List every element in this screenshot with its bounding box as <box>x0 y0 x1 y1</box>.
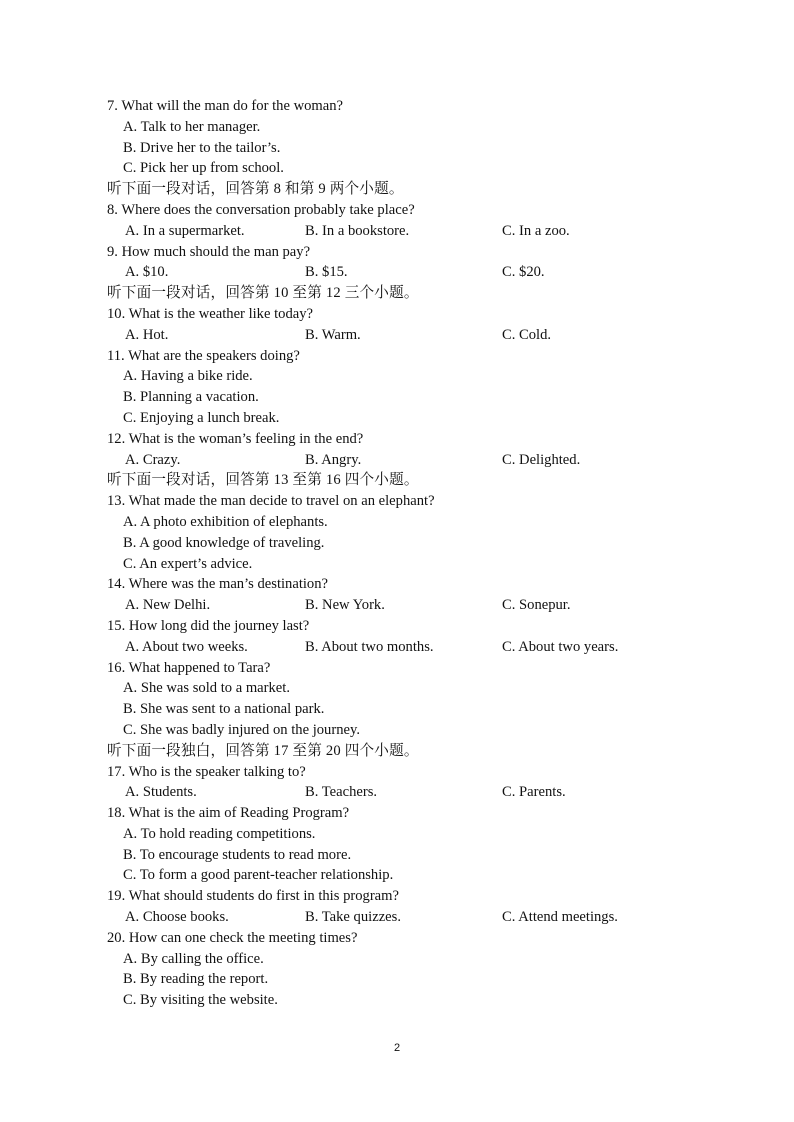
q20-option-a: A. By calling the office. <box>123 950 264 967</box>
q17-options <box>107 782 707 803</box>
q12-option-a: A. Crazy. <box>125 451 181 468</box>
q13-option-b: B. A good knowledge of traveling. <box>123 534 325 551</box>
q16-option-c: C. She was badly injured on the journey. <box>123 721 360 738</box>
q16-option-a: A. She was sold to a market. <box>123 680 290 697</box>
q15-stem: 15. How long did the journey last? <box>107 617 310 634</box>
q19-stem: 19. What should students do first in this program? <box>107 888 399 905</box>
instruction-17-20: 听下面一段独白，回答第 17 至第 20 四个小题。 <box>107 742 419 759</box>
q7-stem: 7. What will the man do for the woman? <box>107 98 344 114</box>
q14-option-a: A. New Delhi. <box>125 597 211 614</box>
q15-options <box>107 637 707 658</box>
q9-option-c: C. $20. <box>502 264 545 281</box>
q12-stem: 12. What is the woman’s feeling in the end? <box>107 430 364 447</box>
instruction-10-12: 听下面一段对话，回答第 10 至第 12 三个小题。 <box>107 285 419 302</box>
q10-option-b: B. Warm. <box>305 326 361 343</box>
q20-option-c: C. By visiting the website. <box>123 992 278 1009</box>
q13-stem: 13. What made the man decide to travel on an elephant? <box>107 493 435 510</box>
q19-option-b: B. Take quizzes. <box>305 909 401 926</box>
q11-option-c: C. Enjoying a lunch break. <box>123 409 280 426</box>
q9-options <box>107 262 707 283</box>
q13-option-c: C. An expert’s advice. <box>123 555 253 572</box>
q20-option-b: B. By reading the report. <box>123 971 269 988</box>
q11-option-b: B. Planning a vacation. <box>123 389 259 406</box>
q20-stem: 20. How can one check the meeting times? <box>107 929 358 946</box>
q8-option-a: A. In a supermarket. <box>125 222 245 239</box>
q14-options <box>107 595 707 616</box>
instruction-13-16: 听下面一段对话，回答第 13 至第 16 四个小题。 <box>107 472 419 489</box>
q14-option-c: C. Sonepur. <box>502 597 571 614</box>
q17-option-a: A. Students. <box>125 784 197 801</box>
q15-option-a: A. About two weeks. <box>125 638 248 655</box>
q12-option-b: B. Angry. <box>305 451 362 468</box>
q14-option-b: B. New York. <box>305 597 385 614</box>
q15-option-b: B. About two months. <box>305 638 434 655</box>
page-number: 2 <box>393 1042 401 1054</box>
q7-option-b: B. Drive her to the tailor’s. <box>123 139 281 156</box>
q15-option-c: C. About two years. <box>502 638 619 655</box>
q13-option-a: A. A photo exhibition of elephants. <box>123 513 328 530</box>
q10-options <box>107 325 707 346</box>
q17-stem: 17. Who is the speaker talking to? <box>107 763 306 780</box>
q9-stem: 9. How much should the man pay? <box>107 243 311 260</box>
q9-option-b: B. $15. <box>305 264 348 281</box>
q18-stem: 18. What is the aim of Reading Program? <box>107 805 350 822</box>
instruction-8-9: 听下面一段对话，回答第 8 和第 9 两个小题。 <box>107 181 404 198</box>
q17-option-c: C. Parents. <box>502 784 566 801</box>
q14-stem: 14. Where was the man’s destination? <box>107 576 329 593</box>
q12-option-c: C. Delighted. <box>502 451 581 468</box>
q10-option-a: A. Hot. <box>125 326 169 343</box>
q16-stem: 16. What happened to Tara? <box>107 659 271 676</box>
q8-options <box>107 221 707 242</box>
q8-stem: 8. Where does the conversation probably take place? <box>107 201 415 218</box>
q10-option-c: C. Cold. <box>502 326 552 343</box>
q18-option-b: B. To encourage students to read more. <box>123 846 352 863</box>
q11-stem: 11. What are the speakers doing? <box>107 347 300 364</box>
q7-option-a: A. Talk to her manager. <box>123 118 261 135</box>
q18-option-a: A. To hold reading competitions. <box>123 825 316 842</box>
q19-options <box>107 907 707 928</box>
q8-option-c: C. In a zoo. <box>502 222 570 239</box>
q7-option-c: C. Pick her up from school. <box>123 160 284 177</box>
q8-option-b: B. In a bookstore. <box>305 222 410 239</box>
q19-option-a: A. Choose books. <box>125 909 229 926</box>
q10-stem: 10. What is the weather like today? <box>107 305 314 322</box>
q18-option-c: C. To form a good parent-teacher relationship. <box>123 867 394 884</box>
q16-option-b: B. She was sent to a national park. <box>123 701 325 718</box>
q9-option-a: A. $10. <box>125 264 169 281</box>
q19-option-c: C. Attend meetings. <box>502 909 618 926</box>
question-list <box>107 96 707 1011</box>
q17-option-b: B. Teachers. <box>305 784 378 801</box>
q12-options <box>107 450 707 471</box>
q11-option-a: A. Having a bike ride. <box>123 368 253 385</box>
